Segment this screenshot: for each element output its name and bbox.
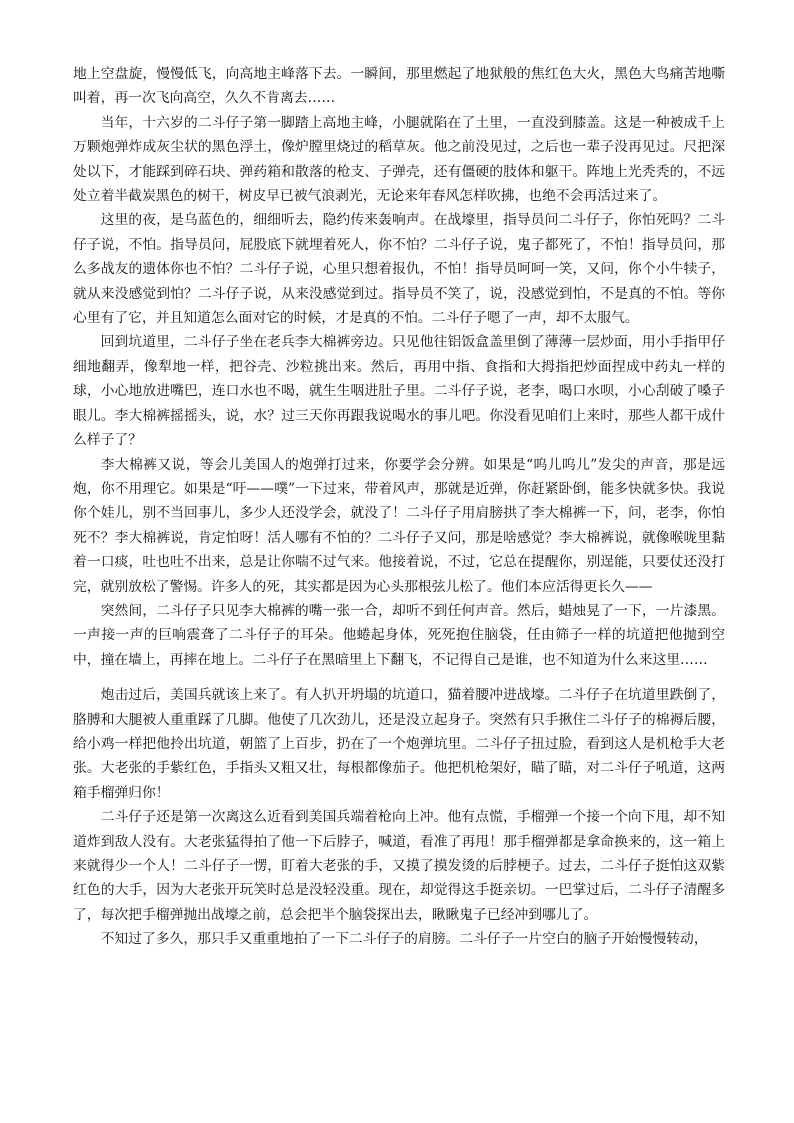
paragraph-6: 突然间，二斗仔子只见李大棉裤的嘴一张一合，却听不到任何声音。然后，蜡烛晃了一下，一片漆黑。一声接一声的巨响震聋了二斗仔子的耳朵。他蜷起身体，死死抱住脑袋，任由筛子一样的坑道把他抛到空中，撞在墙上，再摔在地上。二斗仔子在黑暗里上下翻飞，不记得自己是谁，也不知道为什么来这里…… bbox=[73, 602, 725, 668]
story-text-body bbox=[73, 62, 725, 952]
paragraph-7: 炮击过后，美国兵就该上来了。有人扒开坍塌的坑道口，猫着腰冲进战壕。二斗仔子在坑道里跌倒了，胳膊和大腿被人重重踩了几脚。他使了几次劲儿，还是没立起身子。突然有只手揪住二斗仔子的棉褥后腰，给小鸡一样把他拎出坑道，朝篮了上百步，扔在了一个炮弹坑里。二斗仔子扭过脸，看到这人是机枪手大老张。大老张的手紫红色，手指头又粗又壮，每根都像茄子。他把机枪架好，瞄了瞄，对二斗仔子吼道，这两箱手榴弹归你！ bbox=[73, 687, 725, 801]
paragraph-9: 不知过了多久，那只手又重重地拍了一下二斗仔子的肩膀。二斗仔子一片空白的脑子开始慢慢转动， bbox=[100, 931, 708, 948]
paragraph-1: 地上空盘旋，慢慢低飞，向高地主峰落下去。一瞬间，那里燃起了地狱般的焦红色大火，黑色大鸟痛苦地嘶叫着，再一次飞向高空，久久不肯离去…… bbox=[73, 66, 725, 107]
paragraph-3: 这里的夜，是乌蓝色的，细细听去，隐约传来轰响声。在战壕里，指导员问二斗仔子，你怕死吗？二斗仔子说，不怕。指导员问，屁股底下就埋着死人，你不怕？二斗仔子说，鬼子都死了，不怕！指导员问，那么多战友的遗体你也不怕？二斗仔子说，心里只想着报仇，不怕！指导员呵呵一笑，又问，你个小牛犊子，就从来没感觉到怕？二斗仔子说，从来没感觉到过。指导员不笑了，说，没感觉到怕，不是真的不怕。等你心里有了它，并且知道怎么面对它的时候，才是真的不怕。二斗仔子嗯了一声，却不太服气。 bbox=[73, 212, 725, 327]
paragraph-4: 回到坑道里，二斗仔子坐在老兵李大棉裤旁边。只见他往铝饭盒盖里倒了薄薄一层炒面，用小手指甲仔细地翻弄，像犁地一样，把谷壳、沙粒挑出来。然后，再用中指、食指和大拇指把炒面捏成中药丸一样的球，小心地放进嘴巴，连口水也不喝，就生生咽进肚子里。二斗仔子说，老李，喝口水呗，小心刮破了嗓子眼儿。李大棉裤摇摇头，说，水？过三天你再跟我说喝水的事儿吧。你没看见咱们上来时，那些人都干成什么样子了？ bbox=[73, 334, 725, 449]
paragraph-2: 当年，十六岁的二斗仔子第一脚踏上高地主峰，小腿就陷在了土里，一直没到膝盖。这是一种被成千上万颗炮弹炸成灰尘状的黑色浮土，像炉膛里烧过的稻草灰。他之前没见过，之后也一辈子没再见过。尺把深处以下，才能踩到碎石块、弹药箱和散落的枪支、子弹壳，还有僵硬的肢体和躯干。阵地上光秃秃的，不远处立着半截炭黑色的树干，树皮早已被气浪剥光，无论来年春风怎样吹拂，也绝不会再活过来了。 bbox=[73, 114, 725, 205]
paragraph-5: 李大棉裤又说，等会儿美国人的炮弹打过来，你要学会分辨。如果是“呜儿呜儿”发尖的声音，那是远炮，你不用理它。如果是“吁——噗”一下过来，带着风声，那就是近弹，你赶紧卧倒，能多快就多快。我说你个娃儿，别不当回事儿，多少人还没学会，就没了！二斗仔子用肩膀拱了李大棉裤一下，问，老李，你怕死不？李大棉裤说，肯定怕呀！活人哪有不怕的？二斗仔子又问，那是啥感觉？李大棉裤说，就像喉咙里黏着一口痰，吐也吐不出来，总是让你喘不过气来。他接着说，不过，它总在提醒你，别逞能，只要仗还没打完，就别放松了警惕。许多人的死，其实都是因为心头那根弦儿松了。他们本应活得更长久—— bbox=[73, 456, 725, 595]
paragraph-8: 二斗仔子还是第一次离这么近看到美国兵端着枪向上冲。他有点慌，手榴弹一个接一个向下甩，却不知道炸到敌人没有。大老张猛得拍了他一下后脖子，喊道，看准了再甩！那手榴弹都是拿命换来的，这一箱上来就得少一个人！二斗仔子一愣，盯着大老张的手，又摸了摸发烫的后脖梗子。过去，二斗仔子挺怕这双紫红色的大手，因为大老张开玩笑时总是没轻没重。现在，却觉得这手挺亲切。一巴掌过后，二斗仔子清醒多了，每次把手榴弹抛出战壕之前，总会把半个脑袋探出去，瞅瞅鬼子已经冲到哪儿了。 bbox=[73, 809, 725, 923]
